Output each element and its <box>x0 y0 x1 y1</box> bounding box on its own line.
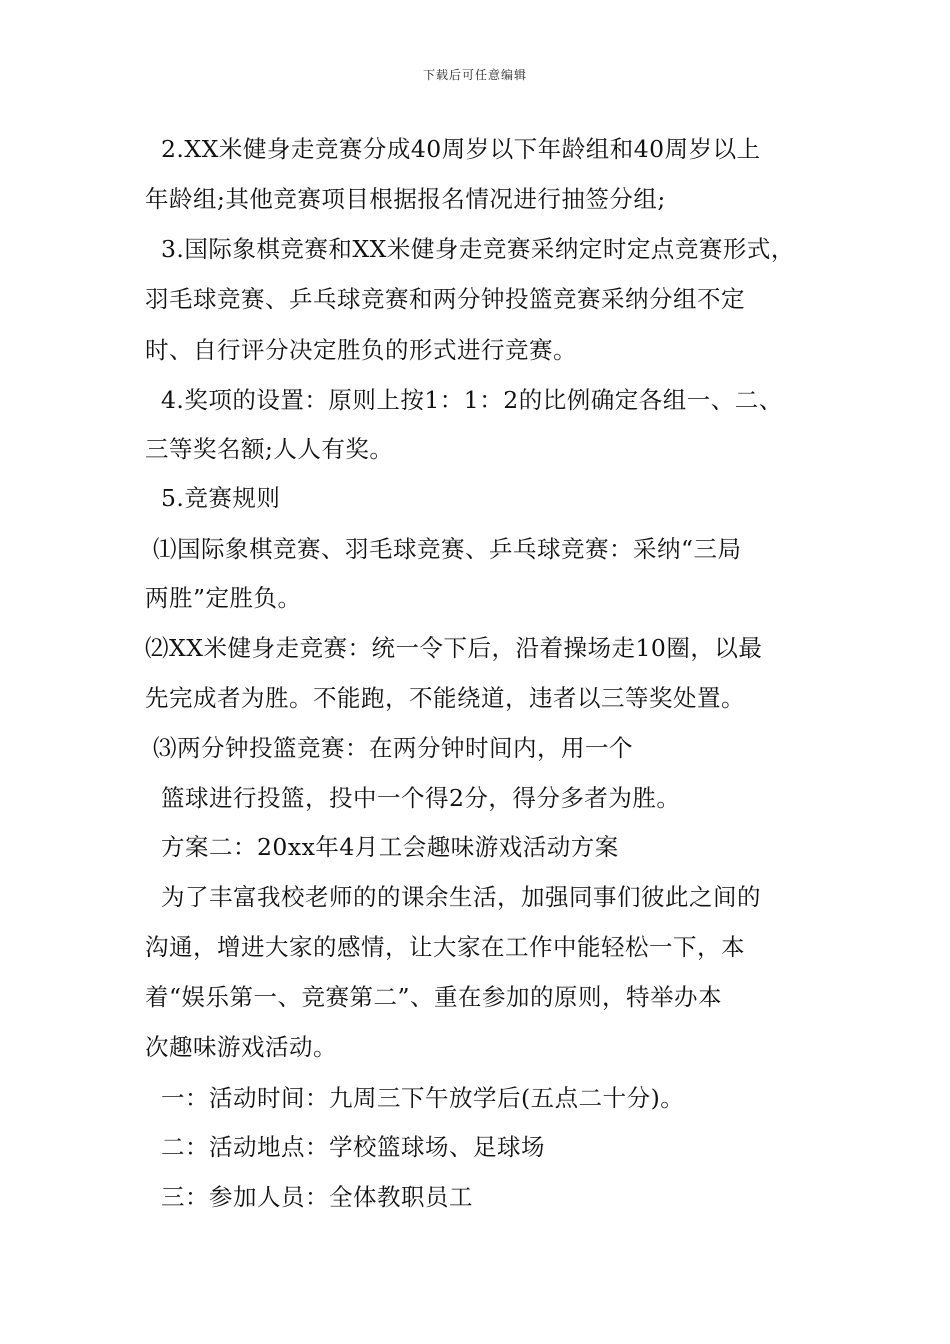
text-line: 3.国际象棋竞赛和XX米健身走竞赛采纳定时定点竞赛形式， <box>145 235 795 263</box>
text-line: ⑴国际象棋竞赛、羽毛球竞赛、乒乓球竞赛：采纳“三局 <box>145 535 742 563</box>
text-line: 三等奖名额;人人有奖。 <box>145 435 394 463</box>
text-line: 年龄组;其他竞赛项目根据报名情况进行抽签分组; <box>145 185 666 213</box>
text-line: 方案二：20xx年4月工会趣味游戏活动方案 <box>145 833 619 861</box>
text-line: 时、自行评分决定胜负的形式进行竞赛。 <box>145 336 577 364</box>
text-line: 4.奖项的设置：原则上按1：1：2的比例确定各组一、二、 <box>145 386 783 414</box>
text-line: 羽毛球竞赛、乒乓球竞赛和两分钟投篮竞赛采纳分组不定 <box>145 285 745 313</box>
text-line: 沟通，增进大家的感情，让大家在工作中能轻松一下，本 <box>145 933 745 961</box>
text-line: 5.竞赛规则 <box>145 484 281 512</box>
text-line: 着“娱乐第一、竞赛第二”、重在参加的原则，特举办本 <box>145 983 723 1011</box>
text-line: 先完成者为胜。不能跑，不能绕道，违者以三等奖处置。 <box>145 684 745 712</box>
text-line: ⑵XX米健身走竞赛：统一令下后，沿着操场走10圈，以最 <box>145 634 763 662</box>
text-line: 次趣味游戏活动。 <box>145 1033 337 1061</box>
text-line: 为了丰富我校老师的的课余生活，加强同事们彼此之间的 <box>145 883 761 911</box>
page-header: 下载后可任意编辑 <box>422 68 527 82</box>
text-line: 二：活动地点：学校篮球场、足球场 <box>145 1133 545 1161</box>
text-line: 2.XX米健身走竞赛分成40周岁以下年龄组和40周岁以上 <box>145 135 761 163</box>
text-line: 一：活动时间：九周三下午放学后(五点二十分)。 <box>145 1084 685 1112</box>
text-line: ⑶两分钟投篮竞赛：在两分钟时间内，用一个 <box>145 734 633 762</box>
text-line: 三：参加人员：全体教职员工 <box>145 1183 473 1211</box>
text-line: 篮球进行投篮，投中一个得2分，得分多者为胜。 <box>145 784 681 812</box>
text-line: 两胜”定胜负。 <box>145 584 302 612</box>
